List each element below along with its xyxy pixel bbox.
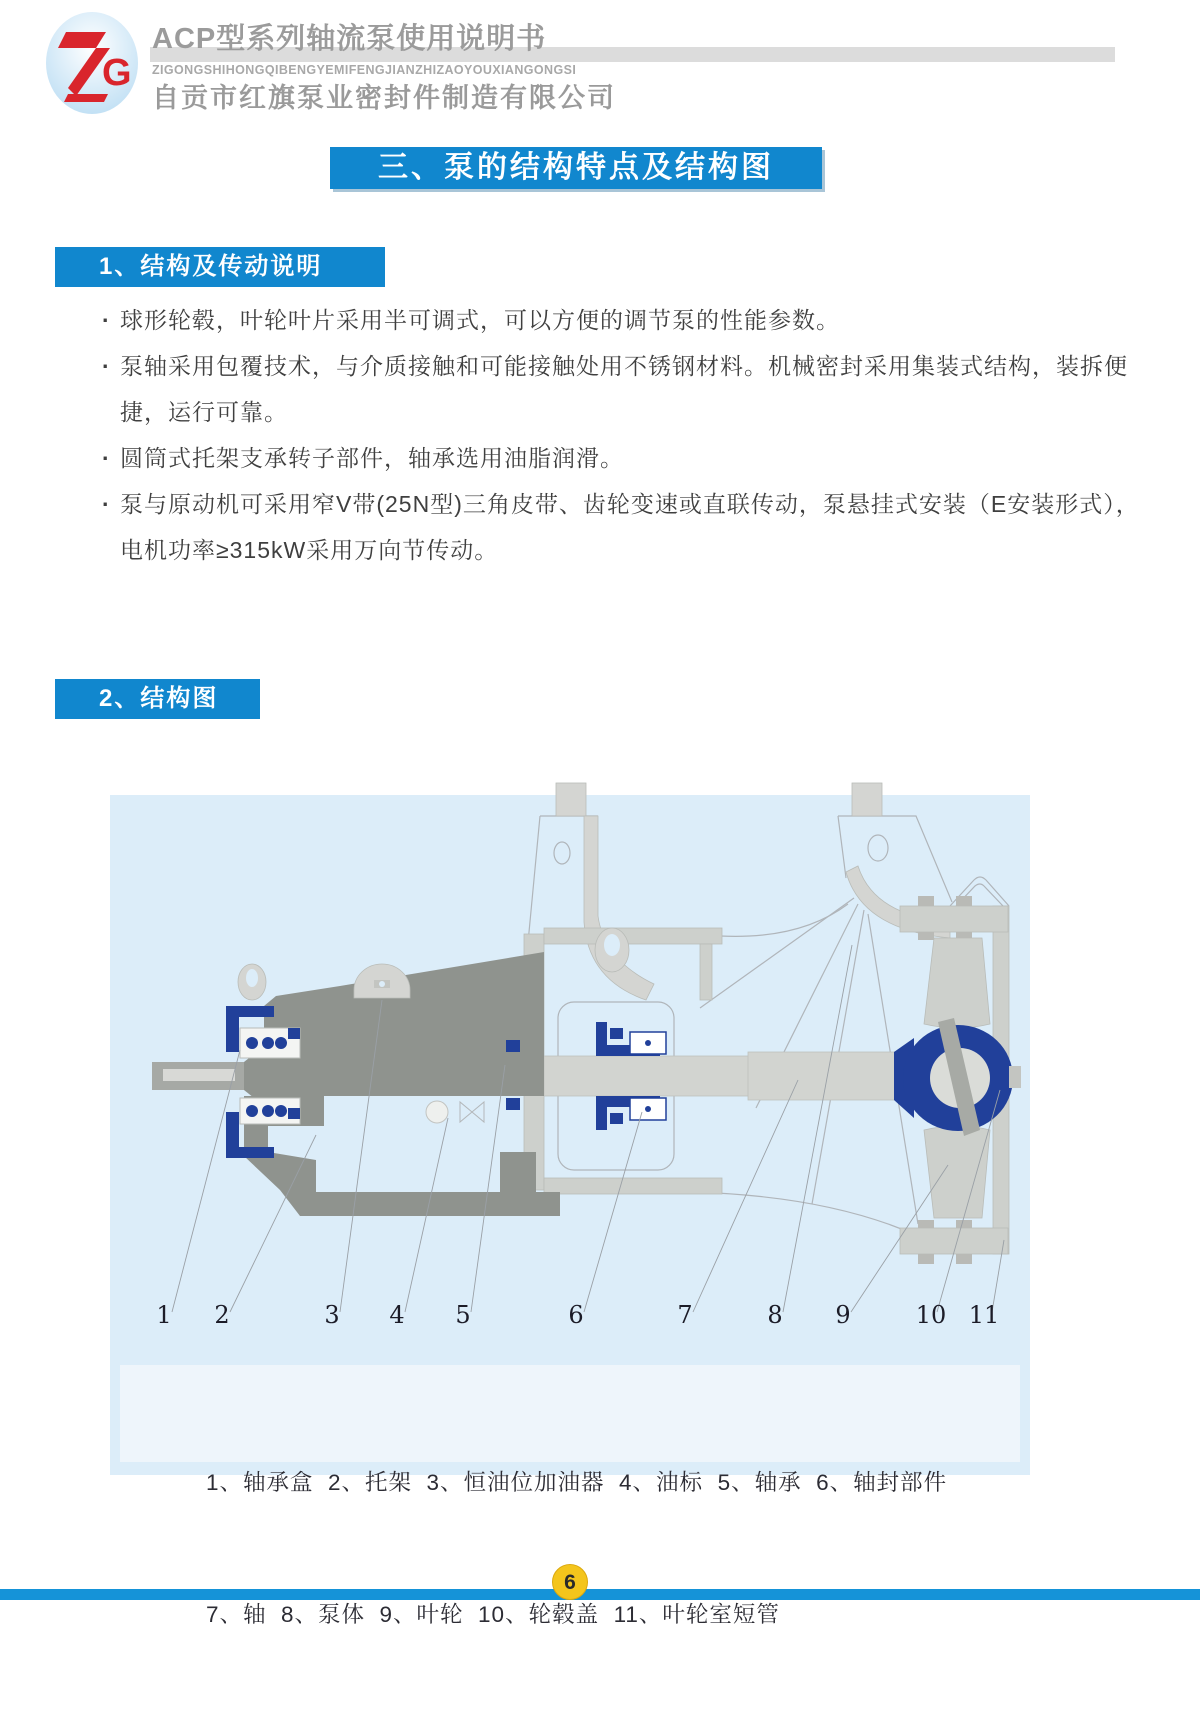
- structure-bullet-list: [100, 297, 1146, 573]
- part-number: 2: [214, 1301, 230, 1329]
- part-number: 11: [968, 1301, 1000, 1329]
- list-item: · 球形轮毂，叶轮叶片采用半可调式，可以方便的调节泵的性能参数。: [100, 297, 1146, 343]
- part-number: 5: [455, 1301, 471, 1329]
- doc-title: ACP型系列轴流泵使用说明书: [152, 23, 547, 55]
- parts-legend: [120, 1365, 1020, 1627]
- footer-bar: [0, 1589, 1200, 1600]
- oil-level-gauge: [426, 1101, 484, 1123]
- pump-structure-diagram: [110, 780, 1030, 1627]
- part-number: 7: [677, 1301, 693, 1329]
- part-number: 1: [156, 1301, 172, 1329]
- section-1-heading: 1、结构及传动说明: [55, 247, 385, 287]
- constant-level-oiler: [354, 964, 410, 998]
- part-number: 10: [915, 1301, 947, 1329]
- part-number: 4: [389, 1301, 405, 1329]
- page-number-badge: 6: [552, 1564, 588, 1600]
- svg-text:G: G: [102, 52, 132, 94]
- part-number: 6: [568, 1301, 584, 1329]
- section-2-heading: 2、结构图: [55, 679, 260, 719]
- part-number: 3: [324, 1301, 340, 1329]
- list-item: · 圆筒式托架支承转子部件，轴承选用油脂润滑。: [100, 435, 1146, 481]
- list-item: · 泵与原动机可采用窄V带(25N型)三角皮带、齿轮变速或直联传动，泵悬挂式安装（E安装形式），电机功率≥315kW采用万向节传动。: [100, 481, 1146, 573]
- list-item: · 泵轴采用包覆技术，与介质接触和可能接触处用不锈钢材料。机械密封采用集装式结构，装拆便捷，运行可靠。: [100, 343, 1146, 435]
- legend-line-1: 1、轴承盒 2、托架 3、恒油位加油器 4、油标 5、轴承 6、轴封部件: [206, 1470, 948, 1495]
- pump-cross-section: [110, 780, 1030, 1340]
- part-number-labels: [156, 1301, 999, 1329]
- part-number: 8: [767, 1301, 783, 1329]
- company-logo: [44, 10, 140, 116]
- company-name: 自贡市红旗泵业密封件制造有限公司: [152, 83, 616, 113]
- chapter-title-banner: 三、泵的结构特点及结构图: [330, 147, 822, 189]
- company-pinyin: ZIGONGSHIHONGQIBENGYEMIFENGJIANZHIZAOYOUXIANGONGSI: [152, 63, 577, 77]
- legend-line-2: 7、轴 8、泵体 9、叶轮 10、轮毂盖 11、叶轮室短管: [206, 1602, 780, 1627]
- part-number: 9: [835, 1301, 851, 1329]
